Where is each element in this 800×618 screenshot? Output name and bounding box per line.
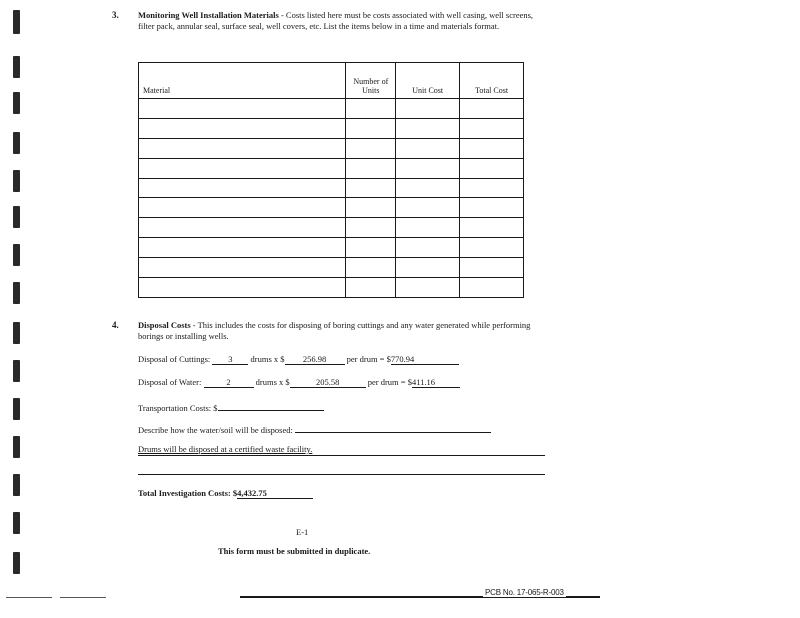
table-cell[interactable] — [460, 198, 524, 218]
header-material: Material — [139, 63, 346, 99]
binder-hole — [13, 360, 20, 382]
transport-label: Transportation Costs: $ — [138, 403, 218, 413]
section-4-text: - This includes the costs for disposing of boring cuttings and any water generated while performing borings or installing wells. — [138, 320, 531, 341]
duplicate-note: This form must be submitted in duplicate. — [218, 546, 371, 556]
table-cell[interactable] — [139, 238, 346, 258]
table-row — [139, 218, 524, 238]
table-cell[interactable] — [460, 238, 524, 258]
table-cell[interactable] — [460, 138, 524, 158]
water-drums-label: drums x $ — [255, 377, 290, 387]
describe-row — [138, 422, 491, 435]
binder-hole — [13, 552, 20, 574]
table-cell[interactable] — [139, 198, 346, 218]
table-row — [139, 258, 524, 278]
section-4-paragraph — [138, 320, 550, 341]
transport-field[interactable] — [218, 400, 324, 411]
table-cell[interactable] — [460, 278, 524, 298]
table-cell[interactable] — [460, 258, 524, 278]
total-label: Total Investigation Costs: $ — [138, 488, 238, 498]
table-cell[interactable] — [396, 118, 460, 138]
table-row — [139, 238, 524, 258]
table-cell[interactable] — [346, 218, 396, 238]
total-row — [138, 488, 313, 499]
binder-hole — [13, 244, 20, 266]
footer-rule-left-2 — [60, 597, 106, 598]
water-total-field[interactable]: 411.16 — [412, 377, 460, 388]
cuttings-drums-label: drums x $ — [250, 354, 285, 364]
water-per-drum-field[interactable]: 205.58 — [290, 377, 366, 388]
section-3-number: 3. — [112, 10, 119, 20]
binder-hole — [13, 512, 20, 534]
binder-hole — [13, 132, 20, 154]
table-cell[interactable] — [346, 198, 396, 218]
table-cell[interactable] — [346, 178, 396, 198]
table-cell[interactable] — [139, 258, 346, 278]
table-cell[interactable] — [460, 218, 524, 238]
water-drums-field[interactable]: 2 — [204, 377, 254, 388]
table-cell[interactable] — [460, 118, 524, 138]
cuttings-row — [138, 354, 459, 365]
table-cell[interactable] — [346, 118, 396, 138]
describe-answer: Drums will be disposed at a certified waste facility. — [138, 444, 313, 454]
table-cell[interactable] — [460, 158, 524, 178]
binder-hole — [13, 282, 20, 304]
table-cell[interactable] — [396, 238, 460, 258]
section-4-number: 4. — [112, 320, 119, 330]
table-row — [139, 99, 524, 119]
cuttings-per-drum-field[interactable]: 256.98 — [285, 354, 345, 365]
table-cell[interactable] — [396, 158, 460, 178]
table-cell[interactable] — [346, 158, 396, 178]
table-cell[interactable] — [346, 99, 396, 119]
table-cell[interactable] — [460, 99, 524, 119]
binder-hole — [13, 56, 20, 78]
table-row — [139, 158, 524, 178]
table-cell[interactable] — [139, 278, 346, 298]
table-row — [139, 278, 524, 298]
table-cell[interactable] — [139, 118, 346, 138]
transport-row — [138, 400, 324, 413]
table-cell[interactable] — [139, 138, 346, 158]
table-cell[interactable] — [396, 218, 460, 238]
document-id: PCB No. 17-065-R-003 — [485, 588, 564, 597]
binder-hole — [13, 398, 20, 420]
section-3-text: - Costs listed here must be costs associated with well casing, well screens, filter pack, annular seal, surface seal, well covers, etc. List the items below in a time and materials format. — [138, 10, 534, 31]
materials-table — [138, 62, 524, 298]
page-number: E-1 — [296, 527, 309, 537]
table-row — [139, 138, 524, 158]
water-row — [138, 377, 460, 388]
cuttings-drums-field[interactable]: 3 — [212, 354, 248, 365]
describe-field-line[interactable] — [295, 422, 491, 433]
binder-hole — [13, 206, 20, 228]
binder-hole — [13, 10, 20, 34]
table-row — [139, 118, 524, 138]
header-total-cost: Total Cost — [460, 63, 524, 99]
describe-answer-line[interactable] — [138, 444, 545, 456]
binder-hole — [13, 474, 20, 496]
table-cell[interactable] — [396, 99, 460, 119]
header-unit-cost: Unit Cost — [396, 63, 460, 99]
table-cell[interactable] — [346, 138, 396, 158]
table-row — [139, 198, 524, 218]
water-per-drum-label: per drum = $ — [367, 377, 412, 387]
table-cell[interactable] — [396, 178, 460, 198]
table-cell[interactable] — [396, 278, 460, 298]
cuttings-total-field[interactable]: 770.94 — [391, 354, 459, 365]
table-cell[interactable] — [139, 178, 346, 198]
section-4-title: Disposal Costs — [138, 320, 191, 330]
binder-hole — [13, 92, 20, 114]
describe-label: Describe how the water/soil will be disposed: — [138, 425, 293, 435]
cuttings-label: Disposal of Cuttings: — [138, 354, 211, 364]
table-cell[interactable] — [346, 238, 396, 258]
table-cell[interactable] — [396, 258, 460, 278]
table-cell[interactable] — [346, 278, 396, 298]
section-3-title: Monitoring Well Installation Materials — [138, 10, 279, 20]
table-cell[interactable] — [139, 99, 346, 119]
table-cell[interactable] — [346, 258, 396, 278]
blank-answer-line[interactable] — [138, 474, 545, 475]
table-row — [139, 178, 524, 198]
footer-rule-left — [6, 597, 52, 598]
water-label: Disposal of Water: — [138, 377, 202, 387]
binder-hole — [13, 170, 20, 192]
header-number-of-units: Number of Units — [346, 63, 396, 99]
table-cell[interactable] — [396, 198, 460, 218]
table-header-row — [139, 63, 524, 99]
table-cell[interactable] — [460, 178, 524, 198]
table-cell[interactable] — [139, 158, 346, 178]
binder-hole — [13, 436, 20, 458]
total-field[interactable]: 4,432.75 — [237, 488, 313, 499]
section-3-paragraph — [138, 10, 538, 31]
table-cell[interactable] — [396, 138, 460, 158]
cuttings-per-drum-label: per drum = $ — [346, 354, 391, 364]
table-cell[interactable] — [139, 218, 346, 238]
binder-hole — [13, 322, 20, 344]
